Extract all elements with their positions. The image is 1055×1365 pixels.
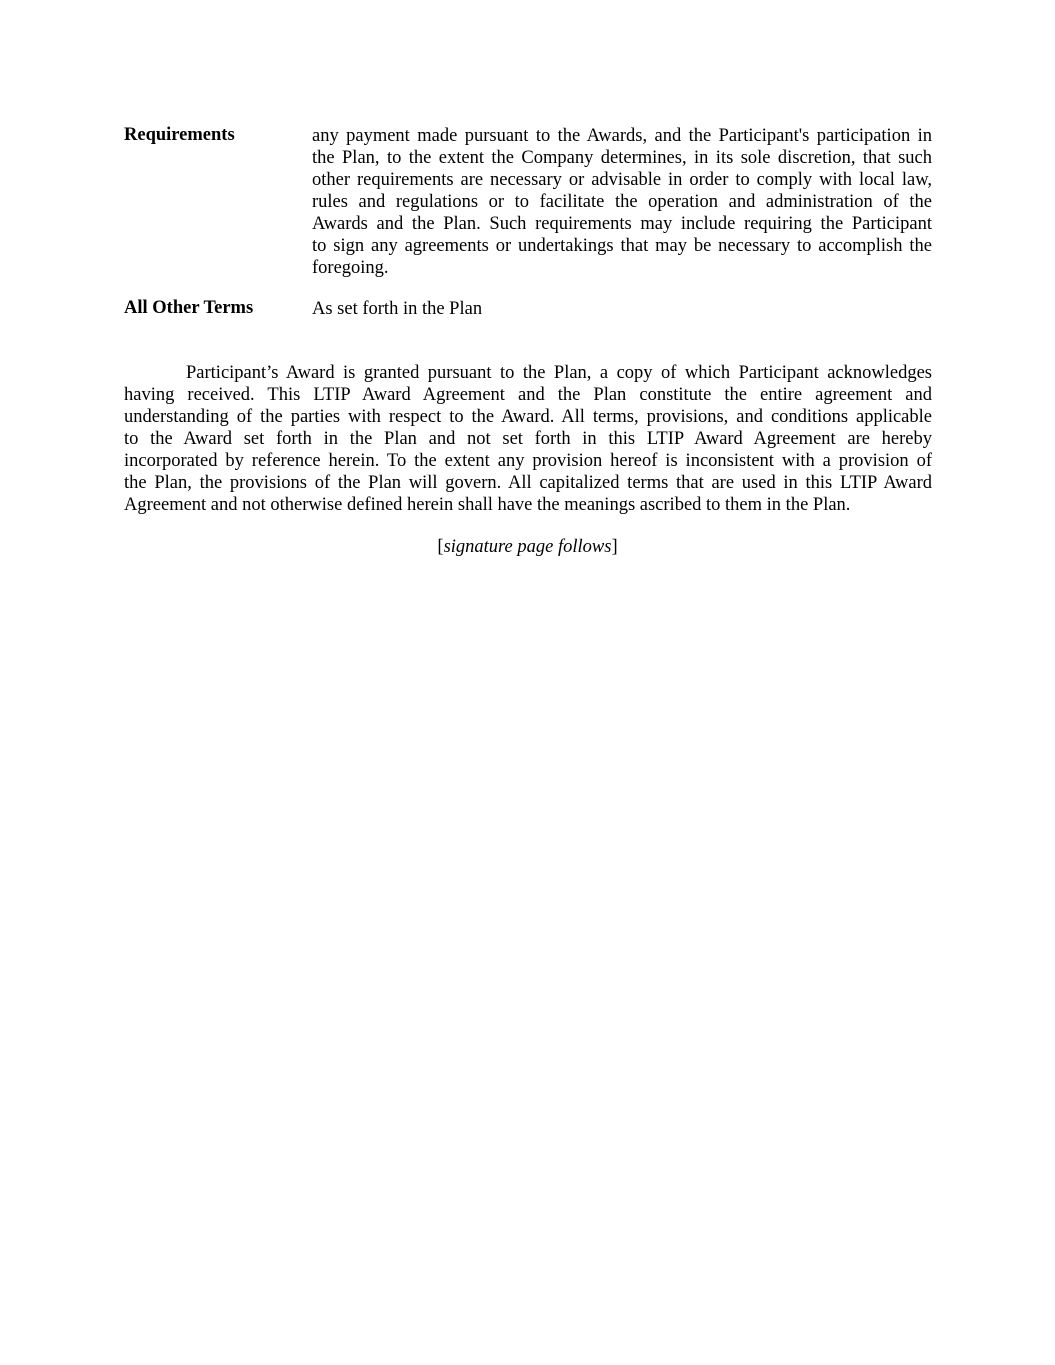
term-label-requirements: Requirements [124, 125, 235, 145]
paragraph-line: incorporated by reference herein. To the extent any provision hereof is inconsistent with a provision of [124, 451, 932, 471]
signature-page-note [0, 536, 1055, 558]
signature-note-close-bracket: ] [611, 537, 618, 557]
term-line: rules and regulations or to facilitate the operation and administration of the [312, 192, 932, 212]
paragraph-line: having received. This LTIP Award Agreement and the Plan constitute the entire agreement and [124, 385, 932, 405]
signature-note-open-bracket: [ [437, 537, 444, 557]
term-line: foregoing. [312, 258, 389, 278]
signature-note-text: signature page follows [443, 537, 612, 557]
agreement-paragraph [124, 362, 932, 516]
term-line: the Plan, to the extent the Company determines, in its sole discretion, that such [312, 148, 932, 168]
term-body-all-other-terms [312, 298, 932, 320]
term-line: other requirements are necessary or advisable in order to comply with local law, [312, 170, 932, 190]
term-body-requirements [312, 125, 932, 279]
term-value: As set forth in the Plan [312, 299, 483, 319]
paragraph-line: the Plan, the provisions of the Plan will govern. All capitalized terms that are used in this LTIP Award [124, 473, 932, 493]
term-line: to sign any agreements or undertakings that may be necessary to accomplish the [312, 236, 932, 256]
term-label-all-other-terms: All Other Terms [124, 298, 254, 318]
term-line: any payment made pursuant to the Awards, and the Participant's participation in [312, 126, 932, 146]
paragraph-line: to the Award set forth in the Plan and not set forth in this LTIP Award Agreement are hereby [124, 429, 932, 449]
paragraph-line: Agreement and not otherwise defined herein shall have the meanings ascribed to them in the Plan. [124, 495, 851, 515]
paragraph-line: Participant’s Award is granted pursuant to the Plan, a copy of which Participant acknowledges [186, 363, 932, 383]
paragraph-line: understanding of the parties with respect to the Award. All terms, provisions, and conditions applicable [124, 407, 932, 427]
term-line: Awards and the Plan. Such requirements may include requiring the Participant [312, 214, 932, 234]
